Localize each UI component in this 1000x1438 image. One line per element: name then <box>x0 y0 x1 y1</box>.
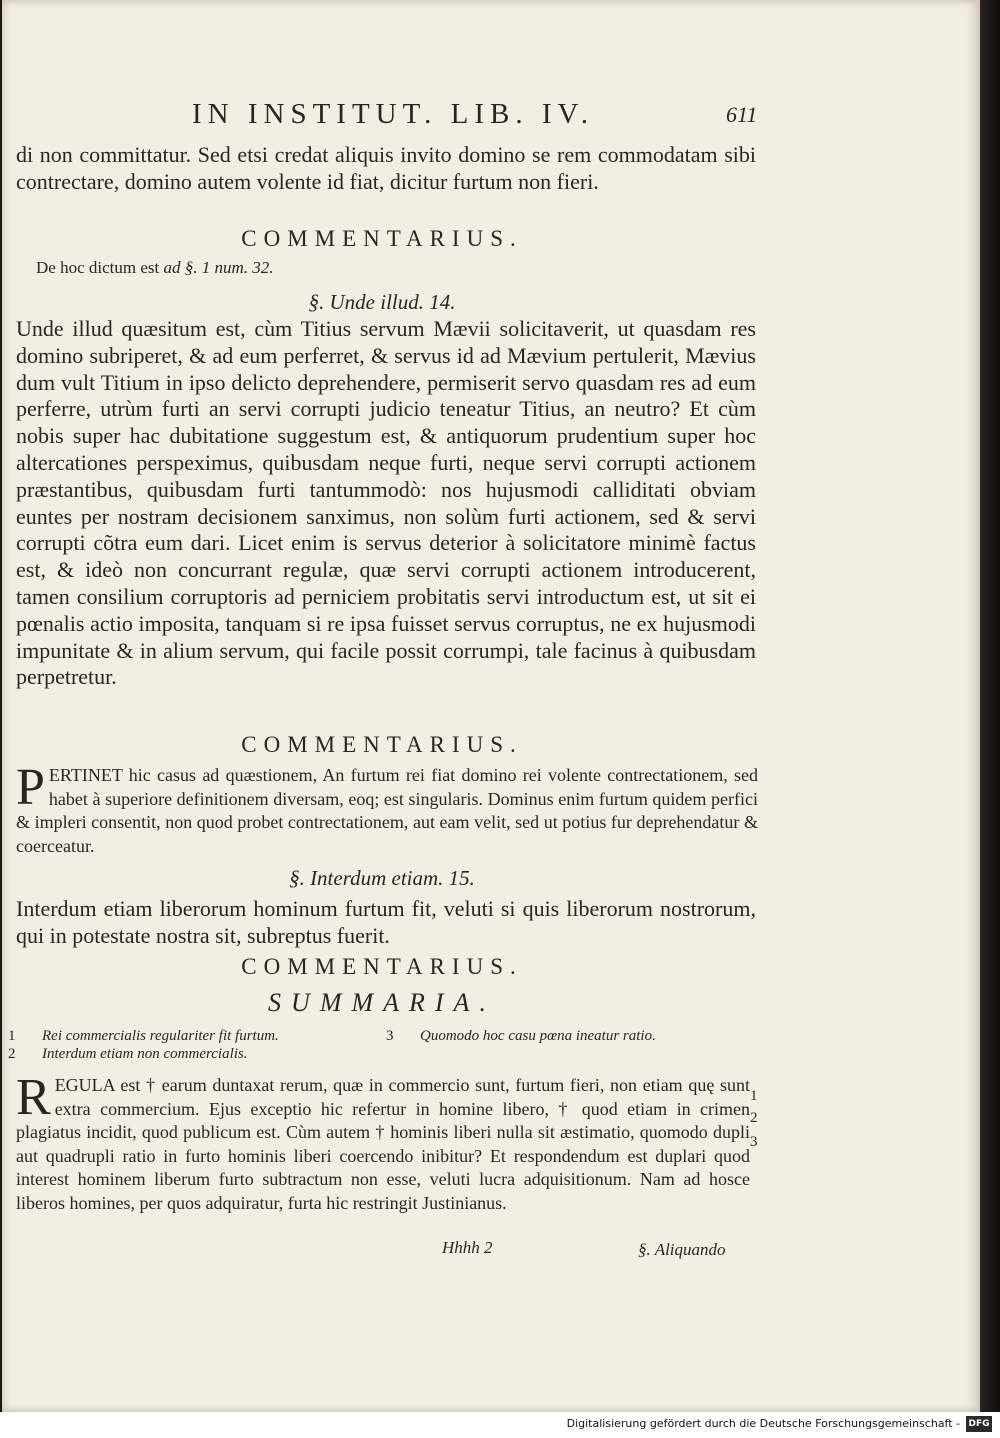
commentary-text-1: ERTINET hic casus ad quæstionem, An furtum rei fiat domino rei volente contrectationem, sed habet à superiore definitionem diversam, eoq; est singularis. Dominus enim furtum quidem perfici & impleri consentit, non quod probet contrectationem, aut eam velit, sed ut potius fur deprehendatur & coerceatur. <box>16 765 758 856</box>
summary-number-1: 1 <box>8 1028 16 1044</box>
commentary-text-2: EGULA est † earum duntaxat rerum, quæ in commercio sunt, furtum fieri, non etiam quę sunt extra commercium. Ejus exceptio hic refertur in homine libero, † quod etiam in crimen plagiatus incidit, quod publicum est. Cùm autem † hominis liberi nulla sit æstimatio, quomodo dupli aut quadrupli ratio in furto hominis liberi coercendo inibitur? Et respondendum est duplari quod interest hominem liberum furto subtractum non esse, veluti lucra adquisitionum. Nam ad hosce liberos homines, per quos adquiratur, furta hic restringit Justinianus. <box>16 1075 750 1213</box>
cross-reference-note <box>36 258 274 278</box>
drop-cap-p: P <box>16 759 45 816</box>
drop-cap-r: R <box>16 1069 51 1126</box>
page-edge-shadow <box>980 0 1000 1412</box>
text-paragraph-1: di non committatur. Sed etsi credat aliquis invito domino se rem commodatam sibi contrectare, domino autem volente id fiat, dicitur furtum non fieri. <box>16 142 756 194</box>
summary-item-1: Rei commercialis regulariter fit furtum. <box>42 1028 279 1044</box>
book-page <box>2 0 980 1412</box>
summary-item-3: Quomodo hoc casu pœna ineatur ratio. <box>420 1028 656 1044</box>
margin-number-2: 2 <box>750 1110 758 1126</box>
summaria-heading: SUMMARIA. <box>268 988 496 1017</box>
summary-number-3: 3 <box>386 1028 394 1044</box>
commentary-paragraph-2 <box>16 1069 750 1215</box>
margin-number-1: 1 <box>750 1088 758 1104</box>
text-paragraph-2: Unde illud quæsitum est, cùm Titius servum Mævii solicitaverit, ut quasdam res domino subriperet, & ad eum perferret, & servus id ad Mævium pertulerit, Mævius dum vult Titium in ipso delicto deprehendere, permiserit servo quasdam res ad eum perferre, utrùm furti an servi corrupti judicio teneatur Titius, an neutro? Et cùm nobis super hac dubitatione suggestum est, & antiquorum prudentium super hoc altercationes perspeximus, quibusdam neque furti, neque servi corrupti actionem præstantibus, quibusdam furti tantummodò: nos hujusmodi calliditati obviam euntes per nostram decisionem sanximus, non solùm furti actionem, sed & servi corrupti cõtra eum dari. Licet enim is servus deterior à solicitatore minimè factus est, & ideò non concurrant regulæ, quæ servi corrupti actionem introducerent, tamen consilium corruptoris ad perniciem probitatis servi introductum est, ut sit ei pœnalis actio imposita, tanquam si re ipsa fuisset servus corruptus, ne ex hujusmodi impunitate & in alium servum, qui facile possit corrumpi, tale facinus à quibusdam perpetretur. <box>16 316 756 690</box>
margin-number-3: 3 <box>750 1134 758 1150</box>
commentary-paragraph-1 <box>16 759 758 858</box>
page-number: 611 <box>726 102 758 127</box>
dfg-logo: DFG <box>966 1416 992 1432</box>
funding-notice: Digitalisierung gefördert durch die Deutsche Forschungsgemeinschaft - <box>566 1417 960 1430</box>
note-reference: ad §. 1 num. 32. <box>163 258 274 277</box>
section-heading-15: §. Interdum etiam. 15. <box>289 866 475 890</box>
running-head: IN INSTITUT. LIB. IV. <box>192 98 594 130</box>
summary-item-2: Interdum etiam non commercialis. <box>42 1046 248 1062</box>
section-heading-14: §. Unde illud. 14. <box>308 290 456 314</box>
funding-footer-bar <box>0 1412 1000 1438</box>
text-paragraph-3: Interdum etiam liberorum hominum furtum fit, veluti si quis liberorum nostrorum, qui in potestate nostra sit, subreptus fuerit. <box>16 896 756 948</box>
signature-mark: Hhhh 2 <box>442 1238 493 1257</box>
commentarius-heading-2: COMMENTARIUS. <box>241 732 523 757</box>
catchword: §. Aliquando <box>638 1240 726 1259</box>
commentarius-heading-1: COMMENTARIUS. <box>241 226 523 251</box>
commentarius-heading-3: COMMENTARIUS. <box>241 954 523 979</box>
note-text: De hoc dictum est <box>36 258 164 277</box>
summary-number-2: 2 <box>8 1046 16 1062</box>
